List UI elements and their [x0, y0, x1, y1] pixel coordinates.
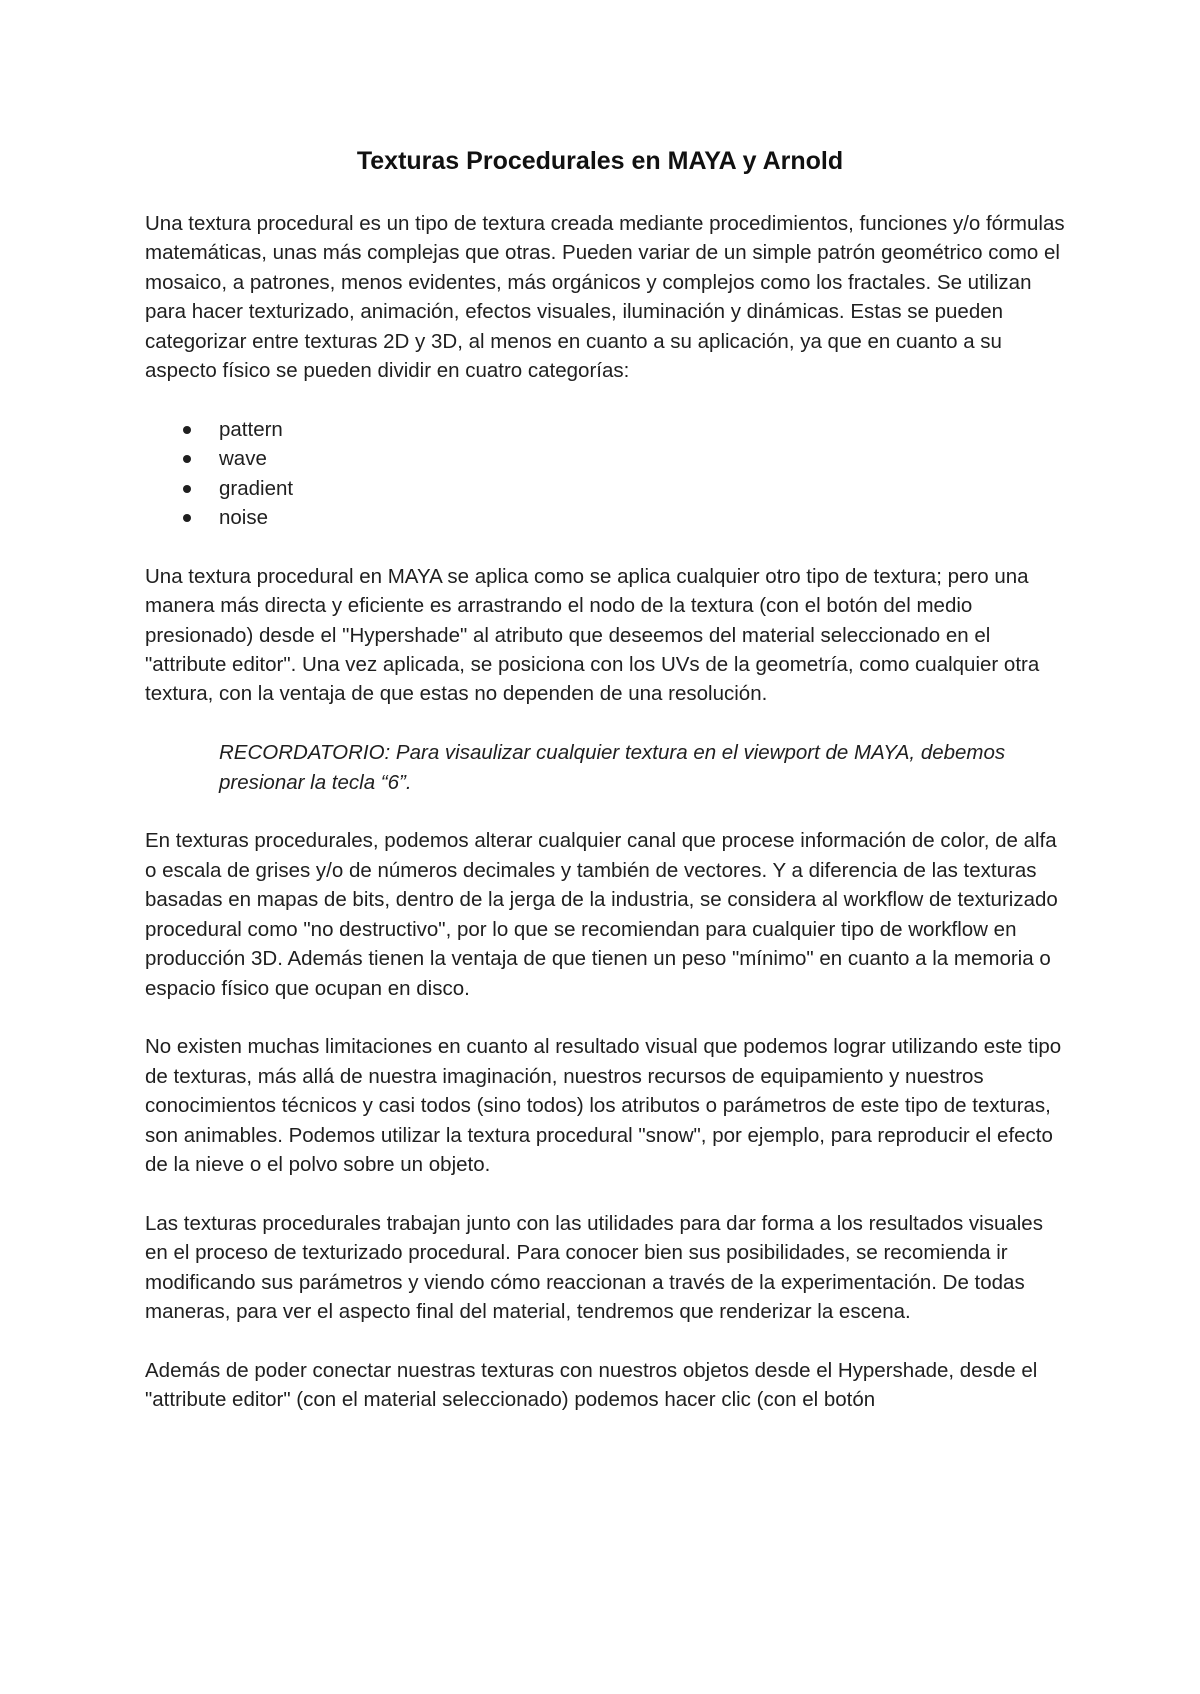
- limits-paragraph: No existen muchas limitaciones en cuanto al resultado visual que podemos lograr utilizando este tipo de texturas, más allá de nuestra imaginación, nuestros recursos de equipamiento y nuestros conocimientos técnicos y casi todos (sino todos) los atributos o parámetros de este tipo de texturas, son animables. Podemos utilizar la textura procedural "snow", por ejemplo, para reproducir el efecto de la nieve o el polvo sobre un objeto.: [145, 1035, 1062, 1176]
- bullet-icon: [183, 455, 191, 463]
- document-title: Texturas Procedurales en MAYA y Arnold: [356, 147, 844, 175]
- utilities-paragraph: Las texturas procedurales trabajan junto con las utilidades para dar forma a los resultados visuales en el proceso de texturizado procedural. Para conocer bien sus posibilidades, se recomienda ir modificando sus parámetros y viendo cómo reaccionan a través de la experimentación. De todas maneras, para ver el aspecto final del material, tendremos que renderizar la escena.: [145, 1211, 1043, 1323]
- bullet-icon: [183, 514, 191, 522]
- list-item: [145, 503, 1065, 532]
- intro-paragraph: Una textura procedural es un tipo de textura creada mediante procedimientos, funciones y/o fórmulas matemáticas, unas más complejas que otras. Pueden variar de un simple patrón geométrico como el mosaico, a patrones, menos evidentes, más orgánicos y complejos como los fractales. Se utilizan para hacer texturizado, animación, efectos visuales, iluminación y dinámicas. Estas se pueden categorizar entre texturas 2D y 3D, al menos en cuanto a su aplicación, ya que en cuanto a su aspecto físico se pueden dividir en cuatro categorías:: [145, 212, 1065, 383]
- texture-category-list: [145, 415, 1065, 533]
- list-item-label: wave: [219, 447, 267, 471]
- bullet-icon: [183, 485, 191, 493]
- list-item-label: gradient: [219, 476, 294, 500]
- bullet-icon: [183, 426, 191, 434]
- apply-paragraph: Una textura procedural en MAYA se aplica como se aplica cualquier otro tipo de textura; pero una manera más directa y eficiente es arrastrando el nodo de la textura (con el botón del medio presionado) desde el "Hypershade" al atributo que deseemos del material seleccionado en el "attribute editor". Una vez aplicada, se posiciona con los UVs de la geometría, como cualquier otra textura, con la ventaja de que estas no dependen de una resolución.: [145, 564, 1040, 706]
- channels-paragraph: En texturas procedurales, podemos alterar cualquier canal que procese información de color, de alfa o escala de grises y/o de números decimales y también de vectores. Y a diferencia de las texturas basadas en mapas de bits, dentro de la jerga de la industria, se considera al workflow de texturizado procedural como "no destructivo", por lo que se recomiendan para cualquier tipo de workflow en producción 3D. Además tienen la ventaja de que tienen un peso "mínimo" en cuanto a la memoria o espacio físico que ocupan en disco.: [145, 829, 1058, 1000]
- list-item: [145, 474, 1065, 503]
- list-item-label: noise: [219, 506, 269, 530]
- list-item: [145, 444, 1065, 473]
- document-body: [145, 209, 1065, 1444]
- list-item: [145, 415, 1065, 444]
- reminder-note: RECORDATORIO: Para visaulizar cualquier textura en el viewport de MAYA, debemos presionar la tecla “6”.: [219, 741, 1006, 794]
- list-item-label: pattern: [219, 417, 283, 441]
- connect-paragraph: Además de poder conectar nuestras texturas con nuestros objetos desde el Hypershade, desde el "attribute editor" (con el material seleccionado) podemos hacer clic (con el botón: [145, 1358, 1038, 1412]
